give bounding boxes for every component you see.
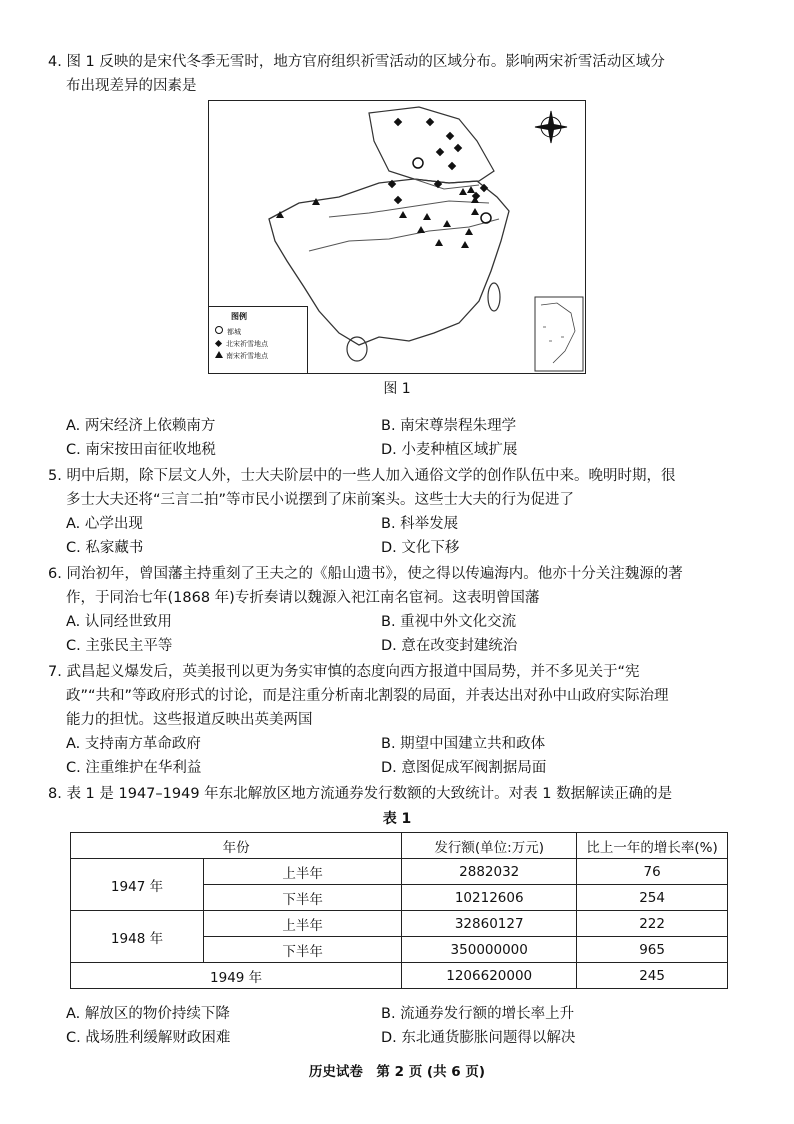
header-year: 年份 — [71, 833, 402, 859]
q7-line3: 能力的担忧。这些报道反映出英美两国 — [66, 712, 313, 728]
cell-amount: 350000000 — [402, 937, 577, 963]
q4-options — [66, 414, 766, 462]
q8-option-c[interactable]: C. 战场胜利缓解财政困难 — [66, 1030, 231, 1046]
q5-options — [66, 512, 766, 560]
q5-option-c[interactable]: C. 私家藏书 — [66, 540, 144, 556]
question-7-stem — [48, 660, 758, 732]
table-header-row — [71, 833, 728, 859]
q4-option-c[interactable]: C. 南宋按田亩征收地税 — [66, 442, 216, 458]
south-song-markers — [276, 186, 479, 248]
legend-item-capital — [215, 326, 307, 338]
legend-item-south — [215, 350, 307, 362]
q7-option-b[interactable]: B. 期望中国建立共和政体 — [381, 736, 546, 752]
map-legend — [209, 306, 308, 373]
q6-line2: 作，于同治七年(1868 年)专折奏请以魏源入祀江南名宦祠。这表明曾国藩 — [66, 590, 540, 606]
header-amount: 发行额(单位:万元) — [402, 833, 577, 859]
q7-option-c[interactable]: C. 注重维护在华利益 — [66, 760, 202, 776]
cell-year: 1948 年 — [71, 911, 204, 963]
q6-option-a[interactable]: A. 认同经世致用 — [66, 614, 172, 630]
cell-rate: 254 — [577, 885, 728, 911]
table-caption: 表 1 — [382, 811, 412, 827]
south-china-sea-inset — [535, 297, 583, 371]
song-dynasty-map — [208, 100, 586, 374]
cell-year: 1949 年 — [71, 963, 402, 989]
q7-option-d[interactable]: D. 意图促成军阀割据局面 — [381, 760, 547, 776]
q7-options — [66, 732, 766, 780]
q4-line1: 4. 图 1 反映的是宋代冬季无雪时，地方官府组织祈雪活动的区域分布。影响两宋祈雪活动区域分 — [48, 54, 665, 70]
page-footer: 历史试卷 第 2 页 (共 6 页) — [308, 1064, 486, 1080]
q8-line1: 8. 表 1 是 1947–1949 年东北解放区地方流通券发行数额的大致统计。对表 1 数据解读正确的是 — [48, 786, 673, 802]
cell-half: 上半年 — [204, 911, 402, 937]
cell-rate: 76 — [577, 859, 728, 885]
cell-half: 上半年 — [204, 859, 402, 885]
legend-capital-label: 都城 — [227, 328, 241, 336]
compass-rose-icon — [535, 111, 567, 143]
q5-line2: 多士大夫还将“三言二拍”等市民小说摆到了床前案头。这些士大夫的行为促进了 — [66, 492, 575, 508]
q5-option-d[interactable]: D. 文化下移 — [381, 540, 460, 556]
legend-title: 图例 — [231, 312, 247, 321]
table-row — [71, 963, 728, 989]
q5-line1: 5. 明中后期，除下层文人外，士大夫阶层中的一些人加入通俗文学的创作队伍中来。晚明时期，很 — [48, 468, 676, 484]
q6-option-d[interactable]: D. 意在改变封建统治 — [381, 638, 518, 654]
figure-caption: 图 1 — [383, 381, 411, 397]
q4-option-a[interactable]: A. 两宋经济上依赖南方 — [66, 418, 216, 434]
q4-option-d[interactable]: D. 小麦种植区域扩展 — [381, 442, 518, 458]
q6-option-b[interactable]: B. 重视中外文化交流 — [381, 614, 517, 630]
q8-option-d[interactable]: D. 东北通货膨胀问题得以解决 — [381, 1030, 576, 1046]
legend-north-label: 北宋祈雪地点 — [226, 340, 268, 348]
capital-marker — [413, 158, 423, 168]
table-row — [71, 911, 728, 937]
q7-option-a[interactable]: A. 支持南方革命政府 — [66, 736, 201, 752]
q4-option-b[interactable]: B. 南宋尊崇程朱理学 — [381, 418, 517, 434]
currency-issuance-table — [70, 832, 728, 989]
cell-half: 下半年 — [204, 937, 402, 963]
cell-rate: 222 — [577, 911, 728, 937]
cell-amount: 10212606 — [402, 885, 577, 911]
q7-line2: 政”“共和”等政府形式的讨论，而是注重分析南北割裂的局面，并表达出对孙中山政府实际治理 — [66, 688, 669, 704]
taiwan-island — [488, 283, 500, 311]
question-6-stem — [48, 562, 758, 610]
legend-south-label: 南宋祈雪地点 — [226, 352, 268, 360]
cell-half: 下半年 — [204, 885, 402, 911]
q8-option-b[interactable]: B. 流通券发行额的增长率上升 — [381, 1006, 575, 1022]
q5-option-a[interactable]: A. 心学出现 — [66, 516, 143, 532]
cell-amount: 2882032 — [402, 859, 577, 885]
q6-line1: 6. 同治初年，曾国藩主持重刻了王夫之的《船山遗书》，使之得以传遍海内。他亦十分关注魏源的著 — [48, 566, 683, 582]
header-rate: 比上一年的增长率(%) — [577, 833, 728, 859]
cell-rate: 245 — [577, 963, 728, 989]
capital-marker — [481, 213, 491, 223]
q8-option-a[interactable]: A. 解放区的物价持续下降 — [66, 1006, 230, 1022]
q6-options — [66, 610, 766, 658]
cell-amount: 1206620000 — [402, 963, 577, 989]
hainan-island — [347, 337, 367, 361]
q6-option-c[interactable]: C. 主张民主平等 — [66, 638, 173, 654]
q7-line1: 7. 武昌起义爆发后，英美报刊以更为务实审慎的态度向西方报道中国局势，并不多见关于“宪 — [48, 664, 640, 680]
q8-options — [66, 1002, 766, 1050]
legend-item-north — [215, 338, 307, 350]
cell-amount: 32860127 — [402, 911, 577, 937]
question-4-stem — [48, 50, 758, 98]
question-5-stem — [48, 464, 758, 512]
cell-rate: 965 — [577, 937, 728, 963]
question-8-stem — [48, 782, 758, 806]
cell-year: 1947 年 — [71, 859, 204, 911]
table-row — [71, 859, 728, 885]
q5-option-b[interactable]: B. 科举发展 — [381, 516, 459, 532]
q4-line2: 布出现差异的因素是 — [66, 78, 197, 94]
